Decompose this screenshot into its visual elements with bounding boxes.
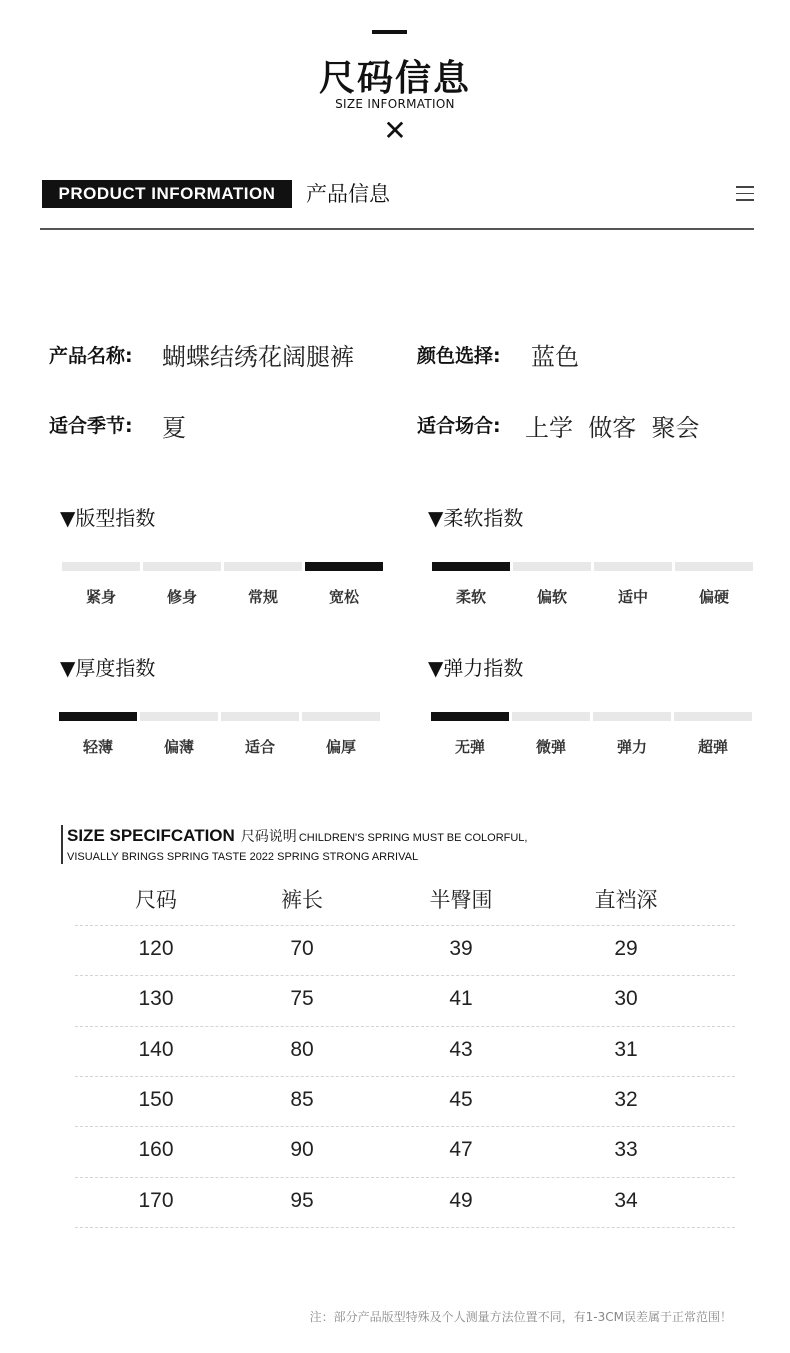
index-bar	[143, 562, 221, 571]
table-cell: 43	[449, 1038, 473, 1061]
table-cell: 49	[449, 1189, 473, 1212]
table-cell: 34	[614, 1189, 638, 1212]
occasion-label: 适合场合:	[417, 415, 501, 437]
index-bar	[140, 712, 218, 721]
size-table-header: 尺码	[135, 888, 177, 912]
size-heading-line2: VISUALLY BRINGS SPRING TASTE 2022 SPRING STRONG ARRIVAL	[67, 851, 419, 863]
size-heading-line1: CHILDREN'S SPRING MUST BE COLORFUL,	[298, 832, 528, 844]
index-option-label: 轻薄	[82, 738, 113, 756]
menu-icon[interactable]	[736, 186, 754, 202]
size-heading	[67, 826, 527, 846]
table-cell: 45	[449, 1088, 473, 1111]
size-table-header: 直裆深	[594, 888, 658, 912]
size-heading-en: SIZE SPECIFCATION	[67, 826, 235, 845]
index-option-label: 修身	[166, 588, 197, 606]
index-option-label: 弹力	[616, 738, 647, 756]
product-info-cn-label: 产品信息	[306, 182, 390, 206]
index-option-label: 偏硬	[698, 588, 729, 606]
table-cell: 80	[290, 1038, 314, 1061]
table-cell: 29	[614, 937, 638, 960]
size-table-header: 半臀围	[429, 888, 493, 912]
index-title-1: ▼柔软指数	[428, 506, 524, 530]
index-bar	[594, 562, 672, 571]
index-bar-selected	[305, 562, 383, 571]
table-row-divider	[75, 1126, 735, 1127]
index-bar	[674, 712, 752, 721]
table-row-divider	[75, 1227, 735, 1228]
table-cell: 150	[138, 1088, 174, 1111]
table-row-divider	[75, 1026, 735, 1027]
page-subtitle: SIZE INFORMATION	[335, 97, 455, 111]
table-cell: 85	[290, 1088, 314, 1111]
size-table-header: 裤长	[281, 888, 323, 912]
index-bar	[513, 562, 591, 571]
index-title-3: ▼弹力指数	[428, 656, 524, 680]
table-cell: 39	[449, 937, 473, 960]
index-bar-selected	[59, 712, 137, 721]
index-option-label: 微弹	[535, 738, 566, 756]
table-cell: 75	[290, 987, 314, 1010]
table-cell: 130	[138, 987, 174, 1010]
table-row-divider	[75, 975, 735, 976]
index-bar	[675, 562, 753, 571]
season-value: 夏	[162, 414, 186, 442]
index-title-2: ▼厚度指数	[60, 656, 156, 680]
size-heading-rule	[61, 825, 63, 864]
index-option-label: 无弹	[454, 738, 485, 756]
table-row-divider	[75, 925, 735, 926]
index-option-label: 偏厚	[325, 738, 356, 756]
table-cell: 30	[614, 987, 638, 1010]
color-value: 蓝色	[531, 343, 579, 371]
index-bar	[221, 712, 299, 721]
table-cell: 32	[614, 1088, 638, 1111]
page-title: 尺码信息	[318, 58, 471, 99]
table-cell: 95	[290, 1189, 314, 1212]
index-option-label: 超弹	[697, 738, 728, 756]
table-cell: 140	[138, 1038, 174, 1061]
table-cell: 47	[449, 1138, 473, 1161]
index-option-label: 宽松	[328, 588, 359, 606]
index-option-label: 常规	[247, 588, 278, 606]
index-bar	[302, 712, 380, 721]
index-bar-selected	[431, 712, 509, 721]
table-cell: 31	[614, 1038, 638, 1061]
product-name-label: 产品名称:	[49, 345, 133, 367]
index-option-label: 偏软	[536, 588, 567, 606]
table-cell: 170	[138, 1189, 174, 1212]
index-option-label: 紧身	[85, 588, 116, 606]
table-cell: 160	[138, 1138, 174, 1161]
index-option-label: 适中	[617, 588, 648, 606]
index-bar-selected	[432, 562, 510, 571]
close-icon: ✕	[383, 114, 407, 147]
table-cell: 41	[449, 987, 473, 1010]
occasion-value: 上学 做客 聚会	[525, 414, 700, 442]
table-row-divider	[75, 1177, 735, 1178]
header-divider	[40, 228, 754, 230]
index-bar	[62, 562, 140, 571]
table-row-divider	[75, 1076, 735, 1077]
table-cell: 90	[290, 1138, 314, 1161]
index-option-label: 偏薄	[163, 738, 194, 756]
color-label: 颜色选择:	[417, 345, 501, 367]
measurement-note: 注：部分产品版型特殊及个人测量方法位置不同，有1-3CM误差属于正常范围！	[309, 1310, 732, 1324]
size-heading-cn: 尺码说明	[240, 829, 297, 845]
table-cell: 70	[290, 937, 314, 960]
index-option-label: 柔软	[455, 588, 486, 606]
season-label: 适合季节:	[49, 415, 133, 437]
index-title-0: ▼版型指数	[60, 506, 156, 530]
table-cell: 120	[138, 937, 174, 960]
title-top-dash	[372, 30, 407, 34]
index-option-label: 适合	[244, 738, 275, 756]
product-info-badge: PRODUCT INFORMATION	[42, 180, 292, 208]
index-bar	[224, 562, 302, 571]
product-name-value: 蝴蝶结绣花阔腿裤	[162, 343, 354, 371]
table-cell: 33	[614, 1138, 638, 1161]
index-bar	[512, 712, 590, 721]
index-bar	[593, 712, 671, 721]
